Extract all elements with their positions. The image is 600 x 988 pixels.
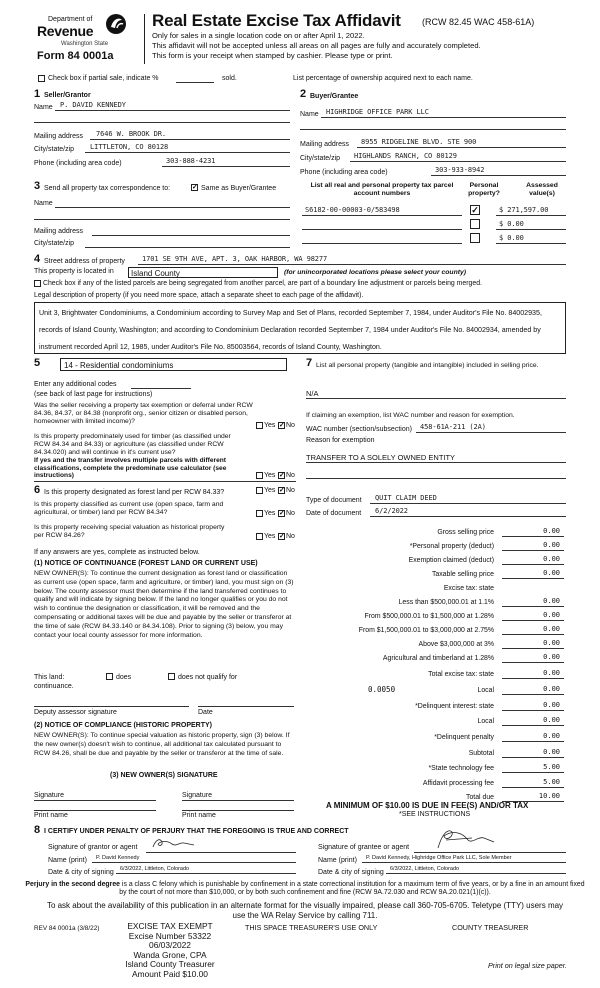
calc-value[interactable]: 0.00 (502, 748, 564, 758)
calc-row (300, 540, 566, 552)
assessed-value-field[interactable]: $ 0.00 (499, 234, 524, 242)
historic-question: Is this property receiving special valuation as historical property per RCW 84.26? (34, 524, 225, 539)
corr-city-label: City/state/zip (34, 240, 75, 247)
compliance-title: (2) NOTICE OF COMPLIANCE (HISTORIC PROPERTY) (34, 722, 212, 729)
does-label: does (116, 674, 132, 681)
doc-type-field[interactable]: QUIT CLAIM DEED (375, 494, 437, 502)
continuance-text: NEW OWNER(S): To continue the current designation as forest land or classification as current use (open space, farm and agriculture, or timber) land, you must sign on (3) below. The county assessor must then determine if the land transferred continues to qualify and will indicate by signing below. If the land no longer qualifies or you do not wish to continue the designation or classification, it will be removed and the compensating or additional taxes will be due and payable by the seller or transferor at the time of sale (RCW 84.33.140 or 84.34.108). Prior to signing (3) below, you may contact your local county assessor for more information. (34, 570, 294, 639)
calc-value[interactable]: 5.00 (502, 763, 564, 773)
header-note-2: This affidavit will not be accepted unless all areas on all pages are fully and accurately completed. (152, 41, 481, 50)
calc-value[interactable]: 0.00 (502, 716, 564, 726)
section-6-number: 6 (34, 484, 41, 496)
print-name-label: Print name (182, 812, 216, 819)
calc-row (300, 568, 566, 580)
perjury-notice (24, 881, 586, 897)
rev-code: REV 84 0001a (3/8/22) (34, 925, 100, 932)
wa-logo-icon (105, 13, 127, 35)
calc-label: Above $3,000,000 at 3% (418, 641, 494, 649)
calc-value[interactable]: 0.00 (502, 701, 564, 711)
forest-question: Is this property designated as forest land per RCW 84.33? (44, 489, 225, 496)
grantee-name-label: Name (print) (318, 857, 357, 864)
calc-value[interactable]: 0.00 (502, 625, 564, 635)
calc-row (300, 668, 566, 680)
calc-label: Subtotal (468, 750, 494, 758)
same-as-buyer-label: Same as Buyer/Grantee (201, 185, 277, 192)
print-name-label: Print name (34, 812, 68, 819)
calc-row (300, 715, 566, 727)
buyer-name-field[interactable]: HIGHRIDGE OFFICE PARK LLC (326, 108, 429, 116)
seller-mail-field[interactable]: 7646 W. BROOK DR. (96, 130, 166, 138)
legal-label: Legal description of property (if you need more space, attach a separate sheet to each page of the affidavit). (34, 292, 364, 299)
calc-label: Less than $500,000.01 at 1.1% (398, 599, 494, 607)
calc-label: Local (477, 718, 494, 726)
calc-label: Agricultural and timberland at 1.28% (382, 655, 494, 663)
yes-label: Yes (264, 422, 276, 429)
ownership-note: List percentage of ownership acquired next to each name. (293, 75, 473, 82)
section-8-number: 8 (34, 824, 41, 836)
calc-value[interactable]: 0.00 (502, 653, 564, 663)
grantor-sig-label: Signature of grantor or agent (48, 844, 138, 851)
page-title: Real Estate Excise Tax Affidavit (152, 11, 401, 30)
street-field[interactable]: 1701 SE 9TH AVE, APT. 3, OAK HARBOR, WA 98277 (142, 255, 328, 263)
codes-label: Enter any additional codes (34, 381, 117, 388)
correspondence-label: Send all property tax correspondence to: (44, 185, 171, 192)
new-owner-title: (3) NEW OWNER(S) SIGNATURE (110, 772, 218, 779)
signature-label: Signature (34, 792, 64, 799)
buyer-phone-label: Phone (including area code) (300, 169, 388, 176)
county-treasurer-label: COUNTY TREASURER (452, 923, 529, 932)
perjury-text: is a class C felony which is punishable by confinement in a state correctional institution for a maximum term of five years, or by a fine in an amount fixed by the court of not more than $10,000, or by both such confinement and fine (RCW 9A.72.030 and RCW 9A.20.021(1)(c)). (119, 881, 585, 896)
seller-city-field[interactable]: LITTLETON, CO 80128 (90, 143, 169, 151)
calc-label: From $500,000.01 to $1,500,000 at 1.28% (364, 613, 494, 621)
calc-value[interactable]: 10.00 (502, 792, 564, 802)
deputy-signature-label: Deputy assessor signature (34, 709, 117, 716)
state-label: Washington State (61, 41, 109, 47)
no-label: No (286, 422, 295, 429)
calc-label: *Delinquent penalty (434, 734, 494, 742)
calc-value[interactable]: 0.00 (502, 669, 564, 679)
section-4-number: 4 (34, 253, 41, 265)
rcw-ref: (RCW 82.45 WAC 458-61A) (422, 17, 535, 27)
calc-value (502, 583, 564, 593)
calc-label: Total due (466, 794, 494, 802)
calc-label: From $1,500,000.01 to $3,000,000 at 2.75% (358, 627, 494, 635)
buyer-phone-field[interactable]: 303-933-8942 (435, 166, 485, 174)
buyer-name-label: Name (300, 111, 319, 118)
stamp-line: Wanda Grone, CPA (133, 949, 207, 960)
buyer-city-label: City/state/zip (300, 155, 341, 162)
personal-property-label: List all personal property (tangible and intangible) included in selling price. (316, 362, 539, 369)
partial-sale-label: Check box if partial sale, indicate % (48, 75, 159, 82)
calc-label: Exemption claimed (deduct) (408, 557, 494, 565)
calc-row (300, 652, 566, 664)
calc-row (300, 554, 566, 566)
personal-col-header: Personal property? (468, 182, 500, 197)
q2-no-checkbox[interactable]: ✓ (279, 472, 285, 479)
no-label: No (286, 510, 295, 517)
header-note-1: Only for sales in a single location code on or after April 1, 2022. (152, 31, 365, 40)
grantee-sig-label: Signature of grantee or agent (318, 844, 410, 851)
calc-label: Gross selling price (437, 529, 494, 537)
wac-field[interactable]: 458-61A-211 (2A) (420, 423, 486, 431)
assessed-value-field[interactable]: $ 271,597.00 (499, 206, 549, 214)
local-rate: 0.0050 (368, 685, 396, 695)
calc-row (300, 684, 566, 696)
see-instructions: *SEE INSTRUCTIONS (399, 811, 471, 818)
signature-label: Signature (182, 792, 212, 799)
calc-label: *Personal property (deduct) (409, 543, 494, 551)
seller-phone-label: Phone (including area code) (34, 160, 122, 167)
exemption-label: If claiming an exemption, list WAC number and reason for exemption. (306, 412, 515, 419)
q2-yes-checkbox[interactable] (256, 472, 263, 479)
county-select[interactable]: Island County (128, 267, 278, 278)
yes-label: Yes (264, 533, 276, 540)
calc-row (300, 731, 566, 743)
calc-label: Taxable selling price (431, 571, 494, 579)
dept-label: Department of (48, 16, 93, 23)
calc-row (300, 624, 566, 636)
stamp-line: EXCISE TAX EXEMPT (127, 921, 213, 931)
header-note-3: This form is your receipt when stamped by cashier. Please type or print. (152, 51, 393, 60)
corr-mail-label: Mailing address (34, 228, 84, 235)
sold-label: sold. (222, 75, 237, 82)
calc-row (300, 777, 566, 789)
continuance-title: (1) NOTICE OF CONTINUANCE (FOREST LAND OR CURRENT USE) (34, 560, 258, 567)
predominate-note: If yes and the transfer involves multiple parcels with different classifications, complete the predominate use calculator (see instructions) (34, 457, 227, 480)
calc-row (300, 638, 566, 650)
doc-date-label: Date of document (306, 510, 362, 517)
calc-value[interactable]: 0.00 (502, 527, 564, 537)
stamp-line: Amount Paid $10.00 (132, 968, 208, 979)
wac-label: WAC number (section/subsection) (306, 426, 412, 433)
stamp-line: 06/03/2022 (149, 940, 191, 951)
q1-no-checkbox[interactable]: ✓ (279, 422, 285, 429)
calc-label: Local (477, 687, 494, 695)
seller-heading: Seller/Grantor (44, 92, 91, 99)
personal-property-field[interactable]: N/A (306, 389, 319, 398)
treasurer-stamp (110, 922, 230, 980)
assessed-col-header: Assessed value(s) (526, 182, 558, 197)
calc-label: *Delinquent interest: state (415, 703, 494, 711)
forest-yes-checkbox[interactable] (256, 487, 263, 494)
grantee-name-field[interactable]: P. David Kennedy, Highridge Office Park LLC, Sole Member (366, 855, 512, 861)
calc-value[interactable]: 0.00 (502, 685, 564, 695)
treasurer-use-label: THIS SPACE TREASURER'S USE ONLY (245, 923, 378, 932)
calc-value[interactable]: 0.00 (502, 541, 564, 551)
land-does-not-checkbox[interactable] (168, 673, 175, 680)
calc-label: *State technology fee (428, 765, 494, 773)
calc-row (300, 762, 566, 774)
calc-value[interactable]: 0.00 (502, 569, 564, 579)
grantor-name-label: Name (print) (48, 857, 87, 864)
historic-yes-checkbox[interactable] (256, 533, 263, 540)
forest-no-checkbox[interactable]: ✓ (279, 487, 285, 494)
calc-row (300, 526, 566, 538)
grantee-date-label: Date & city of signing (318, 869, 384, 876)
yes-label: Yes (264, 472, 276, 479)
reason-label: Reason for exemption (306, 437, 375, 444)
section-1-number: 1 (34, 88, 41, 100)
yes-label: Yes (264, 510, 276, 517)
assessed-value-field[interactable]: $ 0.00 (499, 220, 524, 228)
calc-value[interactable]: 0.00 (502, 597, 564, 607)
no-label: No (286, 487, 295, 494)
calc-label: Total excise tax: state (428, 671, 494, 679)
grantor-date-label: Date & city of signing (48, 869, 114, 876)
land-use-code-select[interactable]: 14 - Residential condominiums (60, 358, 287, 371)
personal-property-checkbox[interactable] (470, 219, 480, 229)
buyer-mail-field[interactable]: 8955 RIDGELINE BLVD. STE 900 (361, 138, 477, 146)
grantor-date-field[interactable]: 6/3/2022, Littleton, Colorado (120, 866, 190, 872)
segregated-checkbox[interactable] (34, 280, 41, 287)
seller-city-label: City/state/zip (34, 146, 75, 153)
legal-description-field[interactable]: Unit 3, Brightwater Condominiums, a Condominium according to Survey Map and Set of Plans, recorded September 7, 1984, under Auditor's File No. 84002935, records of Island County, Washington; and according to Condominium Declaration recorded September 7, 1984 under Auditor's File No. 84002934, amended by instrument recorded April 12, 1985, under Auditor's File No. 85003564, records of Island County, Washington. (34, 302, 566, 354)
calc-row (300, 582, 566, 594)
seller-name-field[interactable]: P. DAVID KENNEDY (60, 101, 126, 109)
perjury-bold: Perjury in the second degree (25, 881, 120, 888)
parcel-col-header: List all real and personal property tax parcel account numbers (310, 182, 454, 197)
calc-row (300, 700, 566, 712)
buyer-city-field[interactable]: HIGHLANDS RANCH, CO 80129 (354, 152, 457, 160)
form-number: Form 84 0001a (37, 50, 114, 62)
seller-phone-field[interactable]: 303-888-4231 (166, 157, 216, 165)
section-7-number: 7 (306, 357, 313, 369)
section-2-number: 2 (300, 88, 307, 100)
doc-type-label: Type of document (306, 497, 362, 504)
grantee-date-field[interactable]: 6/3/2022, Littleton, Colorado (390, 866, 460, 872)
calc-row (300, 747, 566, 759)
calc-value[interactable]: 0.00 (502, 555, 564, 565)
historic-no-checkbox[interactable]: ✓ (279, 533, 285, 540)
current-use-question: Is this property classified as current use (open space, farm and agricultural, or timber) land per RCW 84.34? (34, 501, 224, 516)
calc-value[interactable]: 0.00 (502, 611, 564, 621)
calc-value[interactable]: 0.00 (502, 639, 564, 649)
exemption-question: Was the seller receiving a property tax exemption or deferral under RCW 84.36, 84.37, or 84.38 (nonprofit org., senior citizen or disabled person, homeowner with limited income)? (34, 402, 253, 425)
alt-format-note: To ask about the availability of this publication in an alternate format for the visually impaired, please call 360-705-6705. Teletype (TTY) users may use the WA Relay Service by calling 711. (46, 901, 564, 920)
date-label: Date (198, 709, 213, 716)
q1-yes-checkbox[interactable] (256, 422, 263, 429)
section-5-number: 5 (34, 357, 41, 369)
yes-label: Yes (264, 487, 276, 494)
this-land-label: This land: (34, 674, 65, 681)
grantor-signature[interactable] (150, 836, 200, 850)
buyer-mail-label: Mailing address (300, 141, 350, 148)
calc-row (300, 610, 566, 622)
if-yes-note: If any answers are yes, complete as instructed below. (34, 549, 200, 556)
county-note: (for unincorporated locations please select your county) (284, 269, 467, 276)
calc-label: Affidavit processing fee (422, 780, 494, 788)
minimum-due: A MINIMUM OF $10.00 IS DUE IN FEE(S) AND/OR TAX (326, 801, 529, 810)
timber-question: Is this property predominately used for timber (as classified under RCW 84.34 and 84.33) or agriculture (as classified under RCW 84.34.020) and will continue in it's current use? (34, 433, 231, 456)
calc-value[interactable]: 5.00 (502, 778, 564, 788)
no-label: No (286, 472, 295, 479)
grantor-name-field[interactable]: P. David Kennedy (96, 855, 140, 861)
dept-name: Revenue (37, 23, 94, 39)
stamp-line: Island County Treasurer (125, 959, 215, 970)
does-not-label: does not qualify for (178, 674, 238, 681)
section-3-number: 3 (34, 180, 41, 192)
legal-size-note: Print on legal size paper. (488, 961, 567, 970)
partial-sale-checkbox[interactable] (38, 75, 45, 82)
parcel-number-field[interactable]: S6182-00-00003-0/583498 (305, 206, 400, 214)
calc-value[interactable]: 0.00 (502, 732, 564, 742)
continuance-label: continuance. (34, 683, 74, 690)
current-use-no-checkbox[interactable]: ✓ (279, 510, 285, 517)
grantee-signature[interactable] (432, 826, 500, 852)
no-label: No (286, 533, 295, 540)
same-as-buyer-checkbox[interactable]: ✓ (192, 184, 198, 191)
corr-name-label: Name (34, 200, 53, 207)
land-does-checkbox[interactable] (106, 673, 113, 680)
personal-property-checkbox[interactable]: ✓ (471, 205, 479, 215)
codes-note: (see back of last page for instructions) (34, 391, 153, 398)
personal-property-checkbox[interactable] (470, 233, 480, 243)
current-use-yes-checkbox[interactable] (256, 510, 263, 517)
located-label: This property is located in (34, 268, 114, 275)
calc-label: Excise tax: state (443, 585, 494, 593)
seller-name-label: Name (34, 104, 53, 111)
compliance-text: NEW OWNER(S): To continue special valuation as historic property, sign (3) below. If the new owner(s) doesn't wish to continue, all additional tax calculated pursuant to RCW 84.26, shall be due and payable by the seller or transferor at the time of sale. (34, 732, 290, 757)
street-label: Street address of property (44, 258, 125, 265)
doc-date-field[interactable]: 6/2/2022 (375, 507, 408, 515)
segregated-label: Check box if any of the listed parcels are being segregated from another parcel, are part of a boundary line adjustment or parcels being merged. (43, 280, 482, 287)
buyer-heading: Buyer/Grantee (310, 93, 359, 100)
seller-mail-label: Mailing address (34, 133, 84, 140)
certify-statement: I CERTIFY UNDER PENALTY OF PERJURY THAT THE FOREGOING IS TRUE AND CORRECT (44, 828, 349, 835)
stamp-line: Excise Number 53322 (128, 930, 212, 941)
calc-row (300, 596, 566, 608)
reason-field[interactable]: TRANSFER TO A SOLELY OWNED ENTITY (306, 453, 456, 462)
